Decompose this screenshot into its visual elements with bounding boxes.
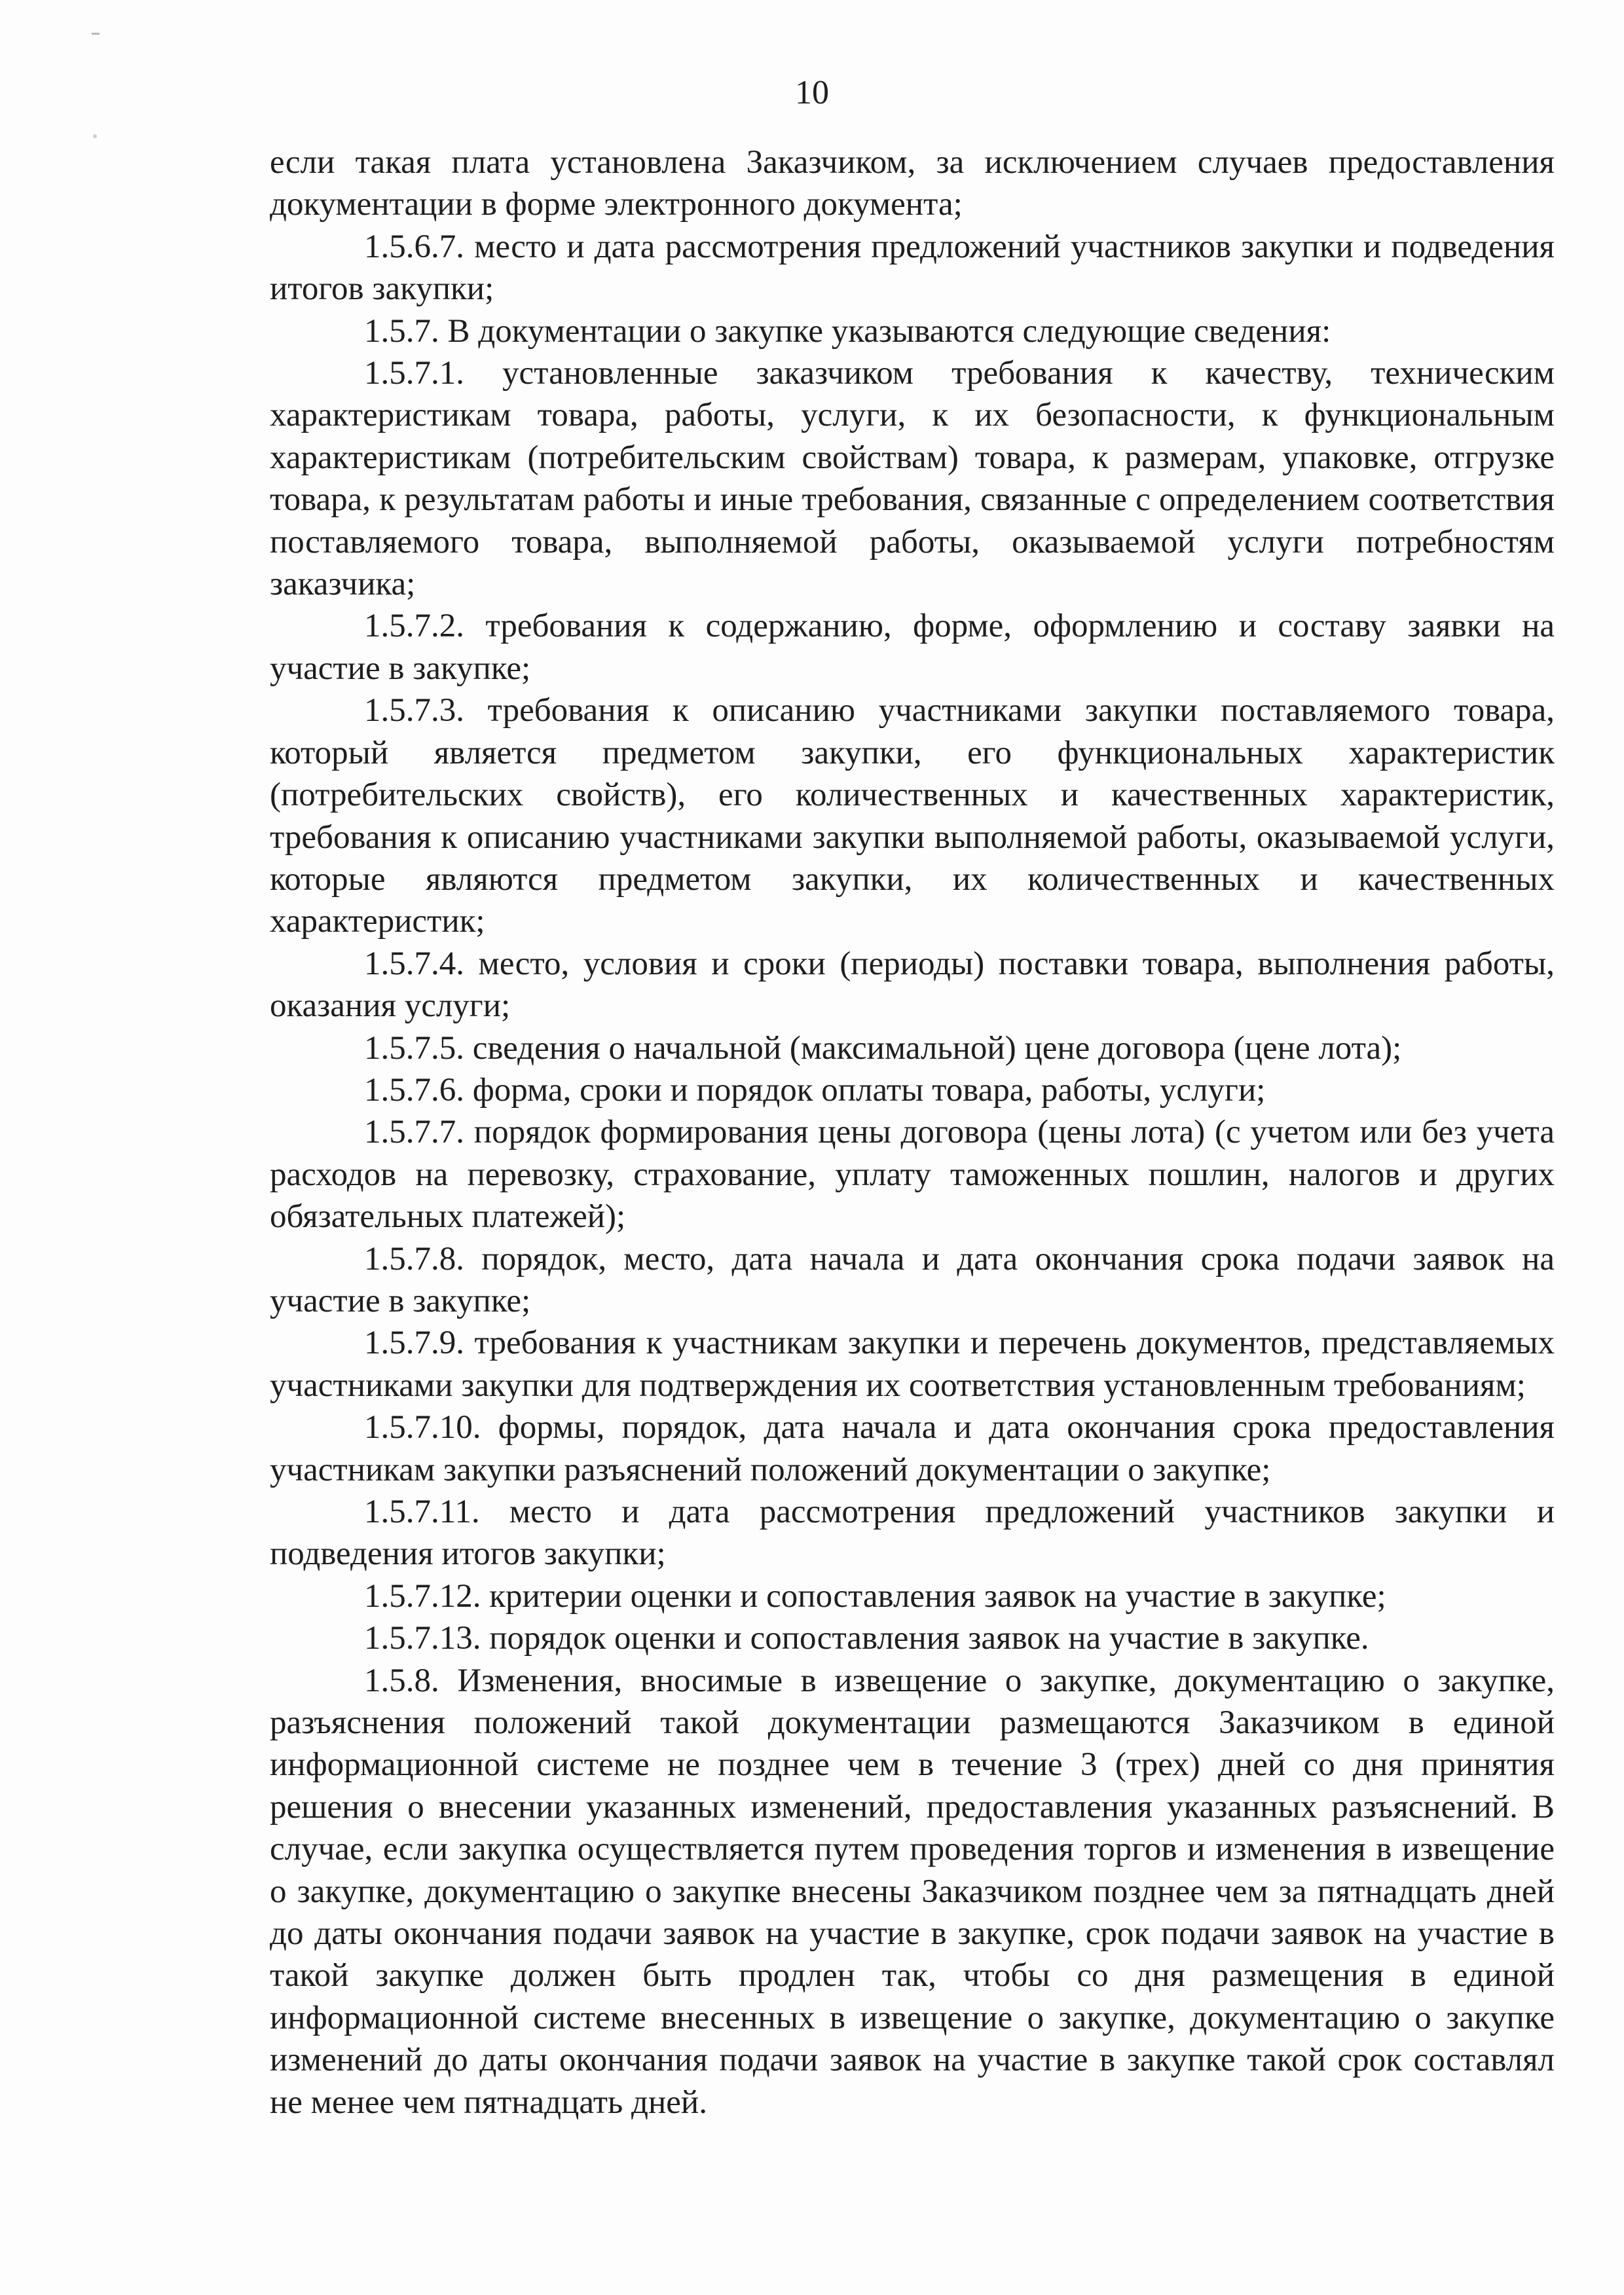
paragraph-1-5-7-6: 1.5.7.6. форма, сроки и порядок оплаты товара, работы, услуги;: [364, 1071, 1266, 1109]
paragraph-1-5-7-8: 1.5.7.8. порядок, место, дата начала и дата окончания срока подачи заявок на участие в закупке;: [270, 1240, 1555, 1319]
document-body: [270, 141, 1555, 2123]
paragraph-1-5-7-7: 1.5.7.7. порядок формирования цены договора (цены лота) (с учетом или без учета расходов на перевозку, страхование, уплату таможенных пошлин, налогов и других обязательных платежей);: [270, 1114, 1555, 1236]
scan-artifact-mark: [92, 33, 100, 35]
paragraph-1-5-7-11: 1.5.7.11. место и дата рассмотрения предложений участников закупки и подведения итогов закупки;: [270, 1494, 1555, 1573]
scan-artifact-dot: [93, 134, 97, 138]
paragraph-1-5-7-3: 1.5.7.3. требования к описанию участниками закупки поставляемого товара, который является предметом закупки, его функциональных характеристик (потребительских свойств), его количественных и качественных характеристик, требования к описанию участниками закупки выполняемой работы, оказываемой услуги, которые являются предметом закупки, их количественных и качественных характеристик;: [270, 692, 1555, 940]
paragraph-1-5-7-12: 1.5.7.12. критерии оценки и сопоставления заявок на участие в закупке;: [364, 1577, 1386, 1615]
paragraph-1-5-7-13: 1.5.7.13. порядок оценки и сопоставления заявок на участие в закупке.: [364, 1620, 1369, 1657]
paragraph-1-5-6-7: 1.5.6.7. место и дата рассмотрения предложений участников закупки и подведения итогов закупки;: [270, 228, 1555, 308]
paragraph-1-5-7-4: 1.5.7.4. место, условия и сроки (периоды) поставки товара, выполнения работы, оказания услуги;: [270, 945, 1555, 1025]
paragraph-1-5-8: 1.5.8. Изменения, вносимые в извещение о закупке, документацию о закупке, разъяснения положений такой документации размещаются Заказчиком в единой информационной системе не позднее чем в течение 3 (трех) дней со дня принятия решения о внесении указанных изменений, предоставления указанных разъяснений. В случае, если закупка осуществляется путем проведения торгов и изменения в извещение о закупке, документацию о закупке внесены Заказчиком позднее чем за пятнадцать дней до даты окончания подачи заявок на участие в закупке, срок подачи заявок на участие в такой закупке должен быть продлен так, чтобы со дня размещения в единой информационной системе внесенных в извещение о закупке, документацию о закупке изменений до даты окончания подачи заявок на участие в закупке такой срок составлял не менее чем пятнадцать дней.: [270, 1662, 1555, 2121]
paragraph-1-5-7: 1.5.7. В документации о закупке указываются следующие сведения:: [364, 312, 1331, 350]
paragraph-continuation: если такая плата установлена Заказчиком, за исключением случаев предоставления документации в форме электронного документа;: [270, 144, 1555, 223]
paragraph-1-5-7-10: 1.5.7.10. формы, порядок, дата начала и дата окончания срока предоставления участникам закупки разъяснений положений документации о закупке;: [270, 1409, 1555, 1488]
paragraph-1-5-7-1: 1.5.7.1. установленные заказчиком требования к качеству, техническим характеристикам товара, работы, услуги, к их безопасности, к функциональным характеристикам (потребительским свойствам) товара, к размерам, упаковке, отгрузке товара, к результатам работы и иные требования, связанные с определением соответствия поставляемого товара, выполняемой работы, оказываемой услуги потребностям заказчика;: [270, 355, 1555, 603]
paragraph-1-5-7-5: 1.5.7.5. сведения о начальной (максимальной) цене договора (цене лота);: [364, 1029, 1402, 1067]
paragraph-1-5-7-9: 1.5.7.9. требования к участникам закупки и перечень документов, представляемых участниками закупки для подтверждения их соответствия установленным требованиям;: [270, 1325, 1555, 1404]
paragraph-1-5-7-2: 1.5.7.2. требования к содержанию, форме, оформлению и составу заявки на участие в закупке;: [270, 608, 1555, 687]
page-number: 10: [795, 74, 829, 111]
